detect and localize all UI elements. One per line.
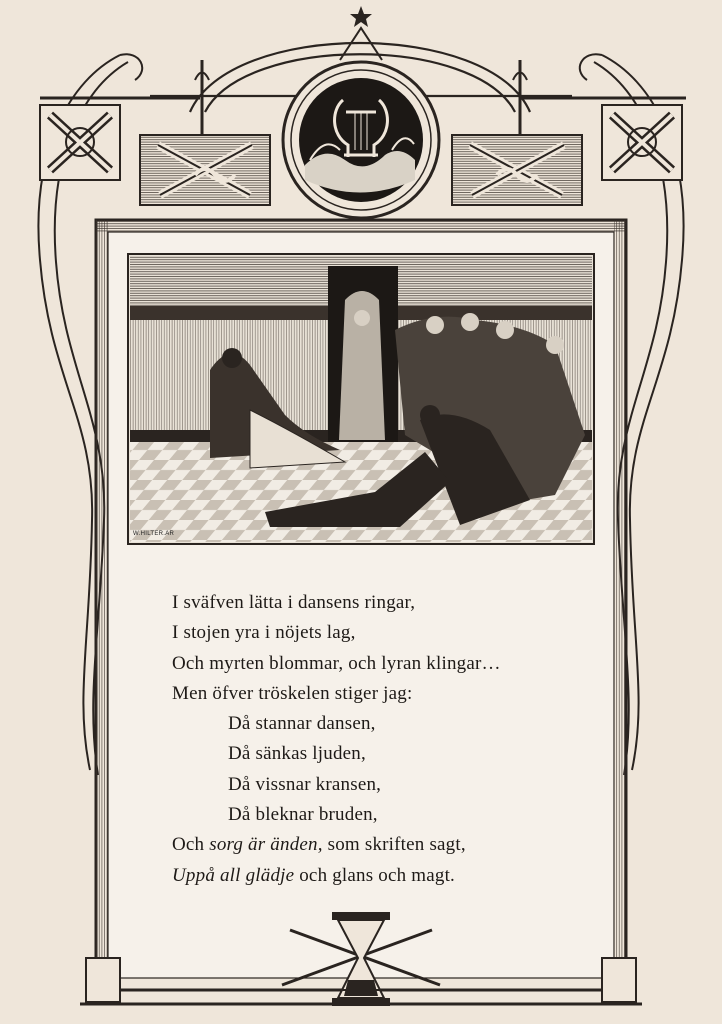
right-instrument-panel <box>452 60 582 205</box>
poem-line: Då vissnar kransen, <box>228 773 382 795</box>
poem-line: I stojen yra i nöjets lag, <box>172 622 356 644</box>
poem-text <box>172 588 592 891</box>
poem-line: Då sänkas ljuden, <box>228 743 366 765</box>
poem-line: Men öfver tröskelen stiger jag: <box>172 682 413 704</box>
illustrator-signature: W.HILTER.AR <box>133 531 175 537</box>
left-instrument-panel <box>140 60 270 205</box>
poem-italic-fragment: Uppå all glädje <box>172 864 295 886</box>
poem-line: Då stannar dansen, <box>228 713 376 735</box>
poem-line <box>172 861 592 891</box>
poem-italic-fragment: sorg är änden, <box>209 834 323 856</box>
poem-line <box>172 830 592 860</box>
lyre-medallion <box>283 62 439 218</box>
dance-scene-illustration <box>128 254 594 544</box>
poem-fragment: och glans och magt. <box>294 864 455 886</box>
poem-fragment: Och <box>172 834 210 856</box>
top-star-ornament <box>340 6 382 60</box>
poem-line: Och myrten blommar, och lyran klingar… <box>172 652 501 674</box>
poem-line: Då bleknar bruden, <box>228 804 378 826</box>
right-corner-emblem <box>602 105 682 180</box>
left-corner-emblem <box>40 105 120 180</box>
poem-line: I sväfven lätta i dansens ringar, <box>172 592 416 613</box>
poem-fragment: som skriften sagt, <box>322 834 466 856</box>
